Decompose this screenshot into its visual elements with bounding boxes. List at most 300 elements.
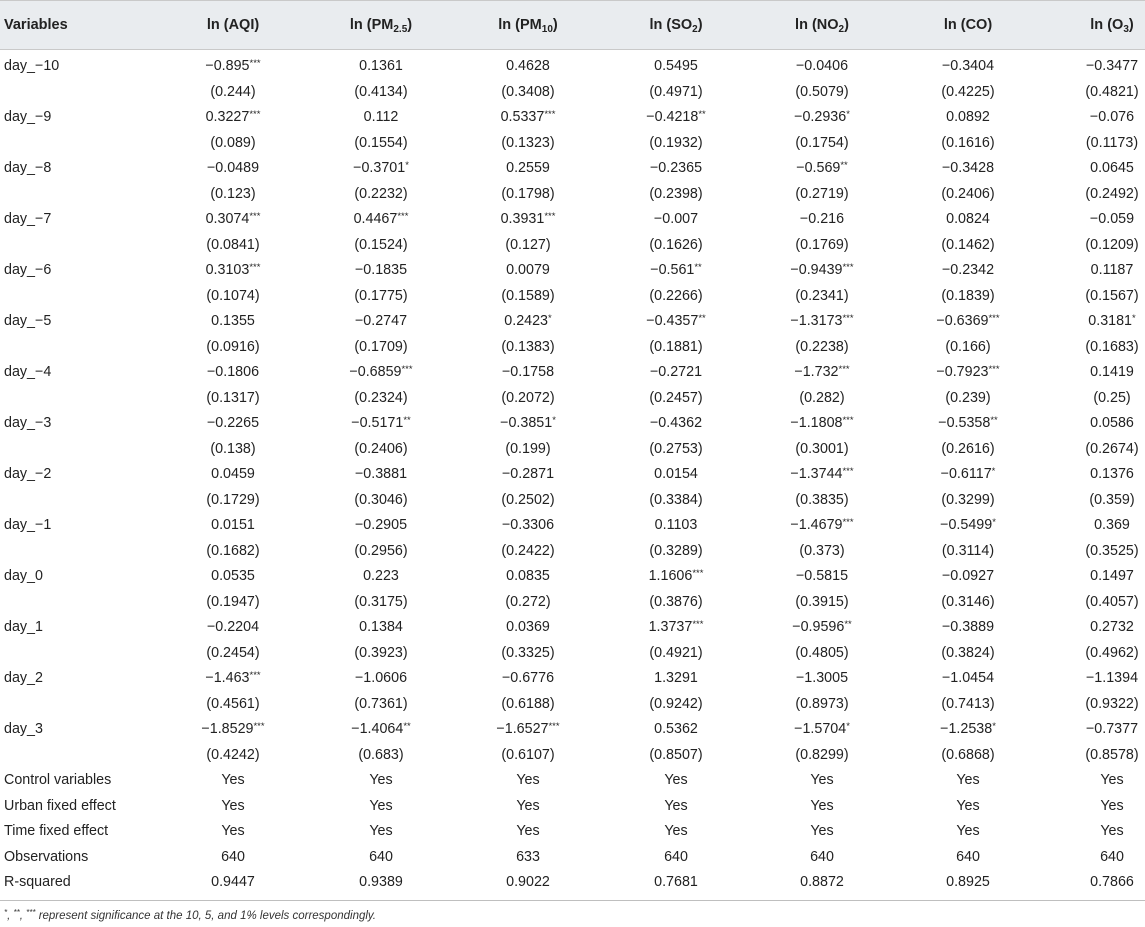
- cell-value: (0.8507): [649, 746, 703, 763]
- table-cell: [458, 564, 598, 590]
- table-cell: [458, 590, 598, 616]
- table-cell: [1042, 131, 1145, 157]
- cell-value: 0.9022: [506, 874, 550, 890]
- table-cell: [606, 590, 746, 616]
- table-row: [0, 437, 1145, 463]
- footnote-stars: *, **, ***: [4, 907, 36, 922]
- cell-value: −0.2204: [206, 619, 260, 635]
- table-cell: [898, 182, 1038, 208]
- table-cell: [458, 284, 598, 310]
- significance-stars: ***: [249, 262, 261, 273]
- significance-stars: ***: [842, 262, 854, 273]
- cell-value: 0.369: [1094, 517, 1130, 533]
- table-row: [0, 768, 1145, 794]
- header-suffix: ): [987, 17, 993, 33]
- cell-value: 0.1376: [1090, 466, 1134, 482]
- table-cell: [163, 692, 303, 718]
- table-cell: [163, 233, 303, 259]
- cell-value: 0.1103: [654, 517, 698, 533]
- cell-value: (0.1775): [354, 287, 408, 304]
- cell-value: (0.2454): [206, 644, 260, 661]
- cell-value: (0.6868): [941, 746, 995, 763]
- cell-value: (0.1729): [206, 491, 260, 508]
- cell-value: (0.2266): [649, 287, 703, 304]
- cell-value: (0.9242): [649, 695, 703, 712]
- cell-value: (0.1839): [941, 287, 995, 304]
- table-row: [0, 105, 1145, 131]
- table-cell: [1042, 615, 1145, 641]
- table-cell: [898, 692, 1038, 718]
- cell-value: 0.0369: [506, 619, 550, 635]
- table-cell: [311, 156, 451, 182]
- cell-value: 0.2559: [506, 160, 550, 176]
- cell-value: (0.089): [210, 134, 256, 151]
- header-column: [458, 1, 598, 51]
- table-cell: [1042, 156, 1145, 182]
- table-row: [0, 335, 1145, 361]
- cell-value: Yes: [221, 797, 245, 814]
- table-cell: [606, 743, 746, 769]
- row-label: day_−4: [4, 364, 52, 380]
- table-row: [0, 615, 1145, 641]
- cell-value: (0.166): [945, 338, 991, 355]
- significance-stars: ***: [249, 58, 261, 69]
- table-cell: [1042, 207, 1145, 233]
- header-prefix: ln (: [943, 17, 966, 33]
- table-cell: [311, 513, 451, 539]
- table-row: [0, 666, 1145, 692]
- cell-value: −0.2365: [649, 160, 703, 176]
- table-cell: [752, 309, 892, 335]
- cell-value: (0.1616): [941, 134, 995, 151]
- table-cell: [163, 411, 303, 437]
- table-row: [0, 641, 1145, 667]
- cell-value: −1.463: [205, 670, 250, 686]
- cell-value: (0.3001): [795, 440, 849, 457]
- table-cell: [606, 258, 746, 284]
- table-cell: [898, 462, 1038, 488]
- table-cell: [163, 513, 303, 539]
- cell-value: (0.359): [1089, 491, 1135, 508]
- cell-value: 0.0151: [211, 517, 255, 533]
- table-cell: [898, 284, 1038, 310]
- cell-value: 640: [664, 848, 688, 865]
- cell-value: (0.1524): [354, 236, 408, 253]
- table-cell: [458, 207, 598, 233]
- table-cell: [458, 411, 598, 437]
- table-cell: [898, 590, 1038, 616]
- table-cell: [1042, 258, 1145, 284]
- significance-stars: ***: [842, 313, 854, 324]
- table-row: [0, 258, 1145, 284]
- cell-value: (0.4057): [1085, 593, 1139, 610]
- header-column: [311, 1, 451, 51]
- cell-value: −1.732: [794, 364, 839, 380]
- table-cell: [163, 258, 303, 284]
- cell-value: −0.5358: [938, 415, 991, 431]
- cell-value: (0.1317): [206, 389, 260, 406]
- table-cell: [752, 360, 892, 386]
- table-cell: [752, 717, 892, 743]
- table-cell: [898, 411, 1038, 437]
- significance-stars: ***: [692, 619, 704, 630]
- significance-stars: ***: [988, 364, 1000, 375]
- table-cell: [163, 437, 303, 463]
- table-cell: [311, 284, 451, 310]
- significance-stars: *: [846, 109, 850, 120]
- cell-value: −0.5171: [351, 415, 404, 431]
- table-cell: [163, 666, 303, 692]
- table-cell: [311, 819, 451, 845]
- table-cell: [311, 335, 451, 361]
- header-column: [606, 1, 746, 51]
- table-cell: [163, 870, 303, 896]
- cell-value: (0.683): [358, 746, 404, 763]
- cell-value: −1.0454: [941, 670, 995, 686]
- table-bottom-rule: [0, 900, 1145, 901]
- cell-value: (0.2457): [649, 389, 703, 406]
- cell-value: −1.5704: [794, 721, 847, 737]
- cell-value: (0.2422): [501, 542, 555, 559]
- table-cell: [311, 692, 451, 718]
- cell-value: (0.4225): [941, 83, 995, 100]
- table-cell: [606, 105, 746, 131]
- cell-value: (0.373): [799, 542, 845, 559]
- table-cell: [1042, 360, 1145, 386]
- table-cell: [1042, 411, 1145, 437]
- cell-value: 0.0586: [1090, 415, 1134, 431]
- cell-value: −0.1758: [501, 364, 555, 380]
- significance-stars: *: [991, 466, 996, 477]
- table-cell: [898, 743, 1038, 769]
- cell-value: 0.1361: [359, 58, 403, 74]
- table-cell: [163, 309, 303, 335]
- table-cell: [606, 335, 746, 361]
- table-cell: [752, 182, 892, 208]
- table-cell: [752, 564, 892, 590]
- significance-stars: *: [992, 517, 996, 528]
- row-label: day_−3: [4, 415, 52, 431]
- cell-value: (0.2956): [354, 542, 408, 559]
- significance-stars: **: [990, 415, 998, 426]
- cell-value: (0.3146): [941, 593, 995, 610]
- row-label: day_−7: [4, 211, 52, 227]
- table-cell: [1042, 717, 1145, 743]
- cell-value: 0.4467: [353, 211, 398, 227]
- table-row: [0, 386, 1145, 412]
- table-cell: [752, 105, 892, 131]
- cell-value: −1.6527: [496, 721, 549, 737]
- table-cell: [898, 335, 1038, 361]
- cell-value: 0.5362: [654, 721, 698, 737]
- cell-value: (0.1947): [206, 593, 260, 610]
- table-row: [0, 131, 1145, 157]
- table-cell: [1042, 564, 1145, 590]
- cell-value: Yes: [664, 823, 688, 839]
- table-cell: [752, 539, 892, 565]
- table-cell: [898, 641, 1038, 667]
- cell-value: (0.8973): [795, 695, 849, 712]
- table-cell: [898, 105, 1038, 131]
- cell-value: Yes: [810, 823, 834, 839]
- table-cell: [163, 717, 303, 743]
- cell-value: −0.569: [796, 160, 841, 176]
- header-subscript: 2: [838, 24, 845, 35]
- cell-value: (0.2341): [795, 287, 849, 304]
- cell-value: 0.0824: [946, 211, 990, 227]
- cell-value: (0.4971): [649, 83, 703, 100]
- cell-value: −0.6369: [936, 313, 989, 329]
- significance-stars: **: [698, 313, 706, 324]
- table-cell: [1042, 182, 1145, 208]
- header-column: [898, 1, 1038, 51]
- table-row: [0, 462, 1145, 488]
- table-cell: [752, 335, 892, 361]
- table-cell: [606, 513, 746, 539]
- table-cell: [1042, 692, 1145, 718]
- cell-value: 0.0645: [1090, 160, 1134, 176]
- cell-value: 0.1497: [1090, 568, 1134, 584]
- header-suffix: ): [552, 17, 558, 33]
- cell-value: (0.239): [945, 389, 991, 406]
- header-prefix: ln (: [498, 17, 521, 33]
- cell-value: −0.9439: [790, 262, 843, 278]
- cell-value: −0.9596: [792, 619, 845, 635]
- row-label: day_−6: [4, 262, 52, 278]
- cell-value: −1.1808: [790, 415, 843, 431]
- cell-value: 0.7866: [1090, 874, 1134, 890]
- significance-stars: ***: [544, 109, 556, 120]
- table-cell: [606, 539, 746, 565]
- cell-value: −0.7377: [1085, 721, 1139, 737]
- cell-value: −1.3005: [795, 670, 849, 686]
- table-cell: [606, 207, 746, 233]
- cell-value: Yes: [369, 772, 393, 788]
- cell-value: 0.0154: [654, 466, 698, 482]
- table-cell: [1042, 462, 1145, 488]
- table-cell: [311, 411, 451, 437]
- table-cell: [458, 258, 598, 284]
- cell-value: (0.1626): [649, 236, 703, 253]
- cell-value: (0.1754): [795, 134, 849, 151]
- table-cell: [606, 615, 746, 641]
- table-cell: [752, 131, 892, 157]
- table-cell: [311, 309, 451, 335]
- table-cell: [898, 156, 1038, 182]
- table-cell: [311, 743, 451, 769]
- table-cell: [458, 717, 598, 743]
- table-cell: [898, 845, 1038, 871]
- table-cell: [1042, 768, 1145, 794]
- cell-value: Yes: [956, 823, 980, 839]
- significance-stars: ***: [249, 211, 261, 222]
- table-cell: [458, 488, 598, 514]
- table-cell: [311, 564, 451, 590]
- cell-value: (0.2753): [649, 440, 703, 457]
- table-cell: [163, 156, 303, 182]
- row-label: day_0: [4, 568, 43, 584]
- table-cell: [163, 80, 303, 106]
- header-subscript: 3: [1123, 24, 1129, 35]
- table-cell: [458, 539, 598, 565]
- row-label: Observations: [4, 848, 89, 865]
- table-cell: [898, 360, 1038, 386]
- table-cell: [606, 233, 746, 259]
- cell-value: (0.1798): [501, 185, 555, 202]
- table-cell: [752, 743, 892, 769]
- table-cell: [311, 641, 451, 667]
- cell-value: Yes: [221, 772, 245, 788]
- header-column: [1042, 1, 1145, 51]
- header-suffix: ): [844, 17, 849, 33]
- cell-value: (0.4561): [206, 695, 260, 712]
- cell-value: −0.2342: [941, 262, 995, 278]
- cell-value: 0.9447: [211, 874, 255, 890]
- table-cell: [163, 207, 303, 233]
- table-cell: [898, 615, 1038, 641]
- table-row: [0, 488, 1145, 514]
- cell-value: Yes: [664, 797, 688, 814]
- cell-value: Yes: [221, 823, 245, 839]
- table-cell: [311, 462, 451, 488]
- cell-value: Yes: [516, 772, 540, 788]
- table-cell: [458, 743, 598, 769]
- table-cell: [606, 437, 746, 463]
- cell-value: −0.2905: [354, 517, 408, 533]
- table-row: [0, 794, 1145, 820]
- table-cell: [606, 794, 746, 820]
- table-cell: [1042, 590, 1145, 616]
- table-cell: [898, 794, 1038, 820]
- cell-value: (0.3384): [649, 491, 703, 508]
- table-cell: [163, 743, 303, 769]
- significance-stars: **: [844, 619, 852, 630]
- cell-value: 1.3291: [654, 670, 698, 686]
- cell-value: 0.8872: [800, 874, 844, 890]
- table-cell: [752, 692, 892, 718]
- significance-stars: ***: [842, 466, 854, 477]
- row-label: day_−5: [4, 313, 52, 329]
- table-cell: [311, 666, 451, 692]
- cell-value: −0.4218: [646, 109, 699, 125]
- table-cell: [163, 590, 303, 616]
- row-label: Urban fixed effect: [4, 797, 116, 814]
- header-var: CO: [965, 17, 988, 33]
- table-row: [0, 54, 1145, 80]
- cell-value: (0.2502): [501, 491, 555, 508]
- footnote-text: represent significance at the 10, 5, and 1% levels correspondingly.: [38, 909, 377, 922]
- table-cell: [898, 131, 1038, 157]
- table-row: [0, 870, 1145, 896]
- significance-stars: **: [840, 160, 848, 171]
- cell-value: (0.2492): [1085, 185, 1139, 202]
- table-cell: [311, 386, 451, 412]
- cell-value: −0.3851: [500, 415, 553, 431]
- cell-value: 640: [810, 848, 834, 865]
- cell-value: (0.1323): [501, 134, 555, 151]
- cell-value: (0.0916): [206, 338, 260, 355]
- table-cell: [1042, 794, 1145, 820]
- cell-value: (0.8299): [795, 746, 849, 763]
- table-cell: [606, 131, 746, 157]
- cell-value: −0.4357: [646, 313, 699, 329]
- cell-value: Yes: [1100, 772, 1124, 788]
- cell-value: 0.1419: [1090, 364, 1134, 380]
- table-row: [0, 590, 1145, 616]
- table-row: [0, 207, 1145, 233]
- cell-value: −1.3173: [790, 313, 843, 329]
- row-label: day_−8: [4, 160, 52, 176]
- table-cell: [163, 819, 303, 845]
- cell-value: 640: [1100, 848, 1124, 865]
- cell-value: (0.1209): [1085, 236, 1139, 253]
- row-label: Control variables: [4, 772, 112, 788]
- table-cell: [752, 845, 892, 871]
- cell-value: (0.3175): [354, 593, 408, 610]
- cell-value: −1.3744: [790, 466, 843, 482]
- table-row: [0, 80, 1145, 106]
- header-prefix: ln (: [349, 17, 372, 33]
- table-cell: [606, 80, 746, 106]
- cell-value: 640: [369, 848, 393, 865]
- table-cell: [898, 768, 1038, 794]
- cell-value: Yes: [956, 772, 980, 788]
- table-cell: [1042, 284, 1145, 310]
- cell-value: (0.2232): [354, 185, 408, 202]
- table-row: [0, 743, 1145, 769]
- table-cell: [163, 284, 303, 310]
- table-cell: [752, 615, 892, 641]
- cell-value: (0.3408): [501, 83, 555, 100]
- cell-value: 0.1355: [211, 313, 255, 329]
- table-cell: [1042, 743, 1145, 769]
- table-footnote: [4, 907, 377, 922]
- cell-value: −0.3881: [354, 466, 408, 482]
- cell-value: (0.4921): [649, 644, 703, 661]
- table-cell: [311, 105, 451, 131]
- cell-value: Yes: [516, 797, 540, 814]
- row-label: day_−9: [4, 109, 52, 125]
- cell-value: 0.0835: [506, 568, 550, 584]
- significance-stars: ***: [401, 364, 413, 375]
- cell-value: −0.6859: [349, 364, 402, 380]
- significance-stars: ***: [544, 211, 556, 222]
- header-var: PM: [371, 17, 394, 33]
- cell-value: 1.1606: [648, 568, 693, 584]
- table-cell: [752, 590, 892, 616]
- significance-stars: *: [992, 721, 996, 732]
- significance-stars: ***: [692, 568, 704, 579]
- header-variables: Variables: [4, 17, 68, 33]
- cell-value: −0.2747: [354, 313, 408, 329]
- cell-value: (0.1074): [206, 287, 260, 304]
- footnote-star: ***: [26, 907, 36, 917]
- table-cell: [752, 156, 892, 182]
- table-cell: [311, 80, 451, 106]
- cell-value: −1.4064: [351, 721, 404, 737]
- table-cell: [606, 411, 746, 437]
- footnote-star: *: [4, 907, 8, 917]
- cell-value: (0.2719): [795, 185, 849, 202]
- cell-value: Yes: [956, 797, 980, 814]
- table-cell: [311, 590, 451, 616]
- cell-value: (0.2616): [941, 440, 995, 457]
- cell-value: Yes: [810, 797, 834, 814]
- table-cell: [606, 768, 746, 794]
- cell-value: (0.9322): [1085, 695, 1139, 712]
- table-cell: [752, 794, 892, 820]
- cell-value: (0.1881): [649, 338, 703, 355]
